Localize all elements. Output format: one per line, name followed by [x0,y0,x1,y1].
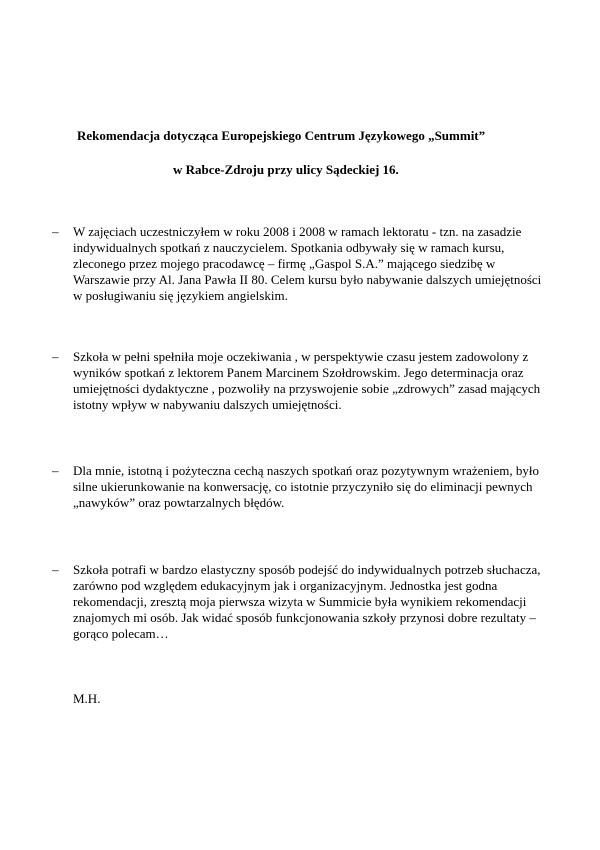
list-item [52,463,552,511]
signature: M.H. [73,691,101,706]
document-title-line-2: w Rabce-Zdroju przy ulicy Sądeckiej 16. [173,162,399,177]
paragraph-text: Szkoła w pełni spełniła moje oczekiwania , w perspektywie czasu jestem zadowolony z wyników spotkań z lektorem Panem Marcinem Szołdrowskim. Jego determinacja oraz umiejętności dydaktyczne , pozwoliły na przyswojenie sobie „zdrowych” zasad mających istotny wpływ w nabywaniu dalszych umiejętności. [73,349,541,412]
list-item [52,349,552,413]
bullet-dash: – [52,224,59,239]
bullet-dash: – [52,349,59,364]
document-title-line-1: Rekomendacja dotycząca Europejskiego Centrum Językowego „Summit” [77,128,486,143]
paragraph-text: Szkoła potrafi w bardzo elastyczny sposób podejść do indywidualnych potrzeb słuchacza, zarówno pod względem edukacyjnym jak i organizacyjnym. Jednostka jest godna rekomendacji, zresztą moja pierwsza wizyta w Summicie była wynikiem rekomendacji znajomych mi osób. Jak widać sposób funkcjonowania szkoły przynosi dobre rezultaty – gorąco polecam… [73,562,541,641]
paragraph-text: Dla mnie, istotną i pożyteczna cechą naszych spotkań oraz pozytywnym wrażeniem, było silne ukierunkowanie na konwersację, co istotnie przyczyniło się do eliminacji pewnych „nawyków” oraz powtarzalnych błędów. [73,463,540,510]
bullet-dash: – [52,463,59,478]
paragraph-text: W zajęciach uczestniczyłem w roku 2008 i 2008 w ramach lektoratu - tzn. na zasadzie indywidualnych spotkań z nauczycielem. Spotkania odbywały się w ramach kursu, zleconego przez mojego pracodawcę – firmę „Gaspol S.A.” mającego siedzibę w Warszawie przy Al. Jana Pawła II 80. Celem kursu było nabywanie dalszych umiejętności w posługiwaniu się językiem angielskim. [73,224,542,303]
list-item [52,562,552,642]
list-item [52,224,552,304]
bullet-dash: – [52,562,59,577]
